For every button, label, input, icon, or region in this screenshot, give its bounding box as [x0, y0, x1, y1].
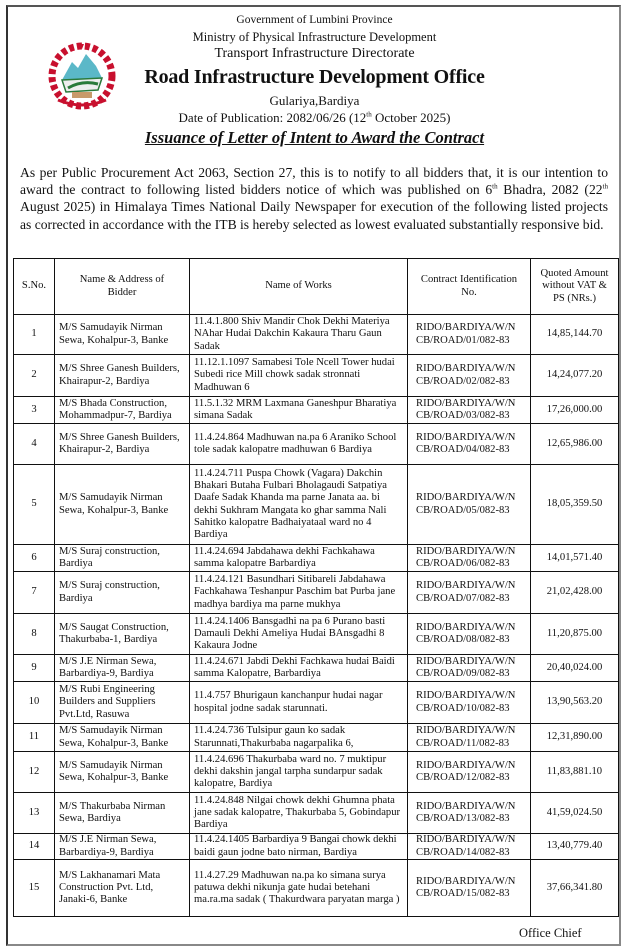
date-suffix: October 2025): [371, 110, 451, 125]
cell-contract-id: RIDO/BARDIYA/W/N CB/ROAD/13/082-83: [408, 793, 531, 834]
cell-amount: 14,24,077.20: [531, 355, 619, 397]
cell-works: 11.4.27.29 Madhuwan na.pa ko simana surya patuwa dekhi nikunja gate hudai betehani ma.ra.ma sadak ( Thakurdwara paryatan marga ): [190, 860, 408, 917]
cell-works: 11.4.24.848 Nilgai chowk dekhi Ghumna phata jane sadak kalopatre, Thakurbaba 5, Gobindapur Bardiya: [190, 793, 408, 834]
cell-amount: 20,40,024.00: [531, 655, 619, 682]
cell-contract-id: RIDO/BARDIYA/W/N CB/ROAD/02/082-83: [408, 355, 531, 397]
cell-sno: 10: [14, 682, 55, 724]
cell-bidder: M/S Lakhanamari Mata Construction Pvt. Ltd, Janaki-6, Banke: [55, 860, 190, 917]
cell-contract-id: RIDO/BARDIYA/W/N CB/ROAD/04/082-83: [408, 424, 531, 465]
cell-amount: 11,20,875.00: [531, 614, 619, 655]
signatory: Office Chief: [519, 926, 582, 940]
cell-works: 11.4.24.696 Thakurbaba ward no. 7 muktipur dekhi dakshin jangal tarpha sundarpur sadak kalopatre, Bardiya: [190, 752, 408, 793]
cell-contract-id: RIDO/BARDIYA/W/N CB/ROAD/03/082-83: [408, 397, 531, 424]
cell-contract-id: RIDO/BARDIYA/W/N CB/ROAD/11/082-83: [408, 724, 531, 752]
cell-contract-id: RIDO/BARDIYA/W/N CB/ROAD/15/082-83: [408, 860, 531, 917]
office-location: Gulariya,Bardiya: [269, 93, 360, 108]
date-prefix: Date of Publication: 2082/06/26 (12: [178, 110, 367, 125]
cell-sno: 9: [14, 655, 55, 682]
cell-amount: 21,02,428.00: [531, 572, 619, 614]
table-row: [14, 355, 619, 397]
cell-bidder: M/S J.E Nirman Sewa, Barbardiya-9, Bardiya: [55, 655, 190, 682]
cell-sno: 14: [14, 834, 55, 860]
table-row: [14, 465, 619, 545]
cell-amount: 18,05,359.50: [531, 465, 619, 545]
cell-sno: 8: [14, 614, 55, 655]
cell-bidder: M/S Shree Ganesh Builders, Khairapur-2, Bardiya: [55, 355, 190, 397]
cell-sno: 1: [14, 315, 55, 355]
notice-sup2: th: [602, 182, 608, 191]
award-table: [13, 258, 619, 917]
notice-part1: As per Public Procurement Act 2063, Section 27, this is to notify to all bidders that, it is our intention to award the contract to following listed bidders notice of which was published on 6: [20, 165, 608, 198]
cell-sno: 7: [14, 572, 55, 614]
header-directorate: Transport Infrastructure Directorate: [214, 46, 415, 61]
col-bidder: Name & Address of Bidder: [55, 259, 190, 315]
cell-bidder: M/S Samudayik Nirman Sewa, Kohalpur-3, Banke: [55, 465, 190, 545]
cell-works: 11.4.1.800 Shiv Mandir Chok Dekhi Materiya NAhar Hudai Dakchin Kakaura Tharu Gaun Sadak: [190, 315, 408, 355]
cell-amount: 13,40,779.40: [531, 834, 619, 860]
cell-contract-id: RIDO/BARDIYA/W/N CB/ROAD/14/082-83: [408, 834, 531, 860]
cell-bidder: M/S Samudayik Nirman Sewa, Kohalpur-3, Banke: [55, 724, 190, 752]
cell-bidder: M/S Shree Ganesh Builders, Khairapur-2, Bardiya: [55, 424, 190, 465]
table-row: [14, 793, 619, 834]
cell-bidder: M/S Bhada Construction, Mohammadpur-7, Bardiya: [55, 397, 190, 424]
cell-works: 11.4.24.1405 Barbardiya 9 Bangai chowk dekhi baidi gaun jodne bato nirman, Bardiya: [190, 834, 408, 860]
cell-sno: 11: [14, 724, 55, 752]
notice-title: Issuance of Letter of Intent to Award the Contract: [144, 128, 485, 147]
table-row: [14, 614, 619, 655]
cell-bidder: M/S Thakurbaba Nirman Sewa, Bardiya: [55, 793, 190, 834]
cell-sno: 12: [14, 752, 55, 793]
office-name: Road Infrastructure Development Office: [144, 66, 485, 88]
cell-contract-id: RIDO/BARDIYA/W/N CB/ROAD/12/082-83: [408, 752, 531, 793]
cell-bidder: M/S J.E Nirman Sewa, Barbardiya-9, Bardiya: [55, 834, 190, 860]
cell-contract-id: RIDO/BARDIYA/W/N CB/ROAD/05/082-83: [408, 465, 531, 545]
table-row: [14, 424, 619, 465]
cell-contract-id: RIDO/BARDIYA/W/N CB/ROAD/08/082-83: [408, 614, 531, 655]
cell-bidder: M/S Saugat Construction, Thakurbaba-1, Bardiya: [55, 614, 190, 655]
table-row: [14, 682, 619, 724]
header-ministry: Ministry of Physical Infrastructure Development: [192, 30, 437, 44]
cell-bidder: M/S Samudayik Nirman Sewa, Kohalpur-3, Banke: [55, 315, 190, 355]
cell-works: 11.5.1.32 MRM Laxmana Ganeshpur Bharatiya simana Sadak: [190, 397, 408, 424]
cell-bidder: M/S Suraj construction, Bardiya: [55, 572, 190, 614]
cell-amount: 12,65,986.00: [531, 424, 619, 465]
table-row: [14, 834, 619, 860]
cell-works: 11.12.1.1097 Samabesi Tole Ncell Tower hudai Subedi rice Mill chowk sadak stronnati Madhuwan 6: [190, 355, 408, 397]
cell-sno: 15: [14, 860, 55, 917]
cell-works: 11.4.24.736 Tulsipur gaun ko sadak Starunnati,Thakurbaba nagarpalika 6,: [190, 724, 408, 752]
cell-amount: 11,83,881.10: [531, 752, 619, 793]
table-row: [14, 655, 619, 682]
publication-date: [0, 110, 629, 126]
header-government: Government of Lumbini Province: [236, 14, 393, 26]
cell-works: 11.4.24.671 Jabdi Dekhi Fachkawa hudai Baidi samma Kalopatre, Barbardiya: [190, 655, 408, 682]
cell-sno: 2: [14, 355, 55, 397]
table-header-row: [14, 259, 619, 315]
cell-sno: 13: [14, 793, 55, 834]
cell-sno: 4: [14, 424, 55, 465]
cell-amount: 12,31,890.00: [531, 724, 619, 752]
cell-works: 11.4.757 Bhurigaun kanchanpur hudai nagar hospital jodne sadak starunnati.: [190, 682, 408, 724]
date-sup: th: [366, 110, 372, 119]
notice-part3: August 2025) in Himalaya Times National Daily Newspaper for execution of the following listed projects as corrected in accordance with the ITB is hereby selected as lowest evaluated substantially responsive bid.: [20, 199, 608, 232]
cell-works: 11.4.24.711 Puspa Chowk (Vagara) Dakchin Bhakari Butaha Fulbari Bholagaudi Satpatiya Daafe Sadak Khanda ma parne Janata aa. bi dekhi Sukhram Mangata ko ghar samma Nali Sahitko kalopatre Badhaiyataal ward no 4 Bardiya: [190, 465, 408, 545]
cell-amount: 41,59,024.50: [531, 793, 619, 834]
cell-sno: 6: [14, 545, 55, 572]
notice-sup1: th: [492, 182, 498, 191]
cell-contract-id: RIDO/BARDIYA/W/N CB/ROAD/07/082-83: [408, 572, 531, 614]
cell-contract-id: RIDO/BARDIYA/W/N CB/ROAD/09/082-83: [408, 655, 531, 682]
col-works: Name of Works: [190, 259, 408, 315]
table-row: [14, 752, 619, 793]
table-row: [14, 545, 619, 572]
col-sno: S.No.: [14, 259, 55, 315]
cell-amount: 14,01,571.40: [531, 545, 619, 572]
cell-bidder: M/S Rubi Engineering Builders and Suppliers Pvt.Ltd, Rasuwa: [55, 682, 190, 724]
cell-works: 11.4.24.694 Jabdahawa dekhi Fachkahawa samma kalopatre Barbardiya: [190, 545, 408, 572]
cell-works: 11.4.24.121 Basundhari Sitibareli Jabdahawa Fachkahawa Teshanpur Paschim bat Purba jane madhya bardiya ma parne mukhya: [190, 572, 408, 614]
col-contract-id: Contract Identification No.: [408, 259, 531, 315]
col-amount: Quoted Amount without VAT & PS (NRs.): [531, 259, 619, 315]
cell-amount: 17,26,000.00: [531, 397, 619, 424]
notice-paragraph: [20, 164, 608, 233]
cell-contract-id: RIDO/BARDIYA/W/N CB/ROAD/01/082-83: [408, 315, 531, 355]
table-row: [14, 315, 619, 355]
table-row: [14, 397, 619, 424]
cell-bidder: M/S Suraj construction, Bardiya: [55, 545, 190, 572]
cell-sno: 3: [14, 397, 55, 424]
cell-contract-id: RIDO/BARDIYA/W/N CB/ROAD/10/082-83: [408, 682, 531, 724]
table-row: [14, 860, 619, 917]
cell-contract-id: RIDO/BARDIYA/W/N CB/ROAD/06/082-83: [408, 545, 531, 572]
cell-works: 11.4.24.864 Madhuwan na.pa 6 Araniko School tole sadak kalopatre madhuwan 6 Bardiya: [190, 424, 408, 465]
cell-amount: 13,90,563.20: [531, 682, 619, 724]
table-row: [14, 724, 619, 752]
cell-amount: 37,66,341.80: [531, 860, 619, 917]
cell-works: 11.4.24.1406 Bansgadhi na pa 6 Purano basti Damauli Dekhi Ameliya Hudai BAnsgadhi 8 Kakaura Jodne: [190, 614, 408, 655]
cell-bidder: M/S Samudayik Nirman Sewa, Kohalpur-3, Banke: [55, 752, 190, 793]
cell-sno: 5: [14, 465, 55, 545]
cell-amount: 14,85,144.70: [531, 315, 619, 355]
notice-part2: Bhadra, 2082 (22: [497, 182, 603, 198]
table-row: [14, 572, 619, 614]
